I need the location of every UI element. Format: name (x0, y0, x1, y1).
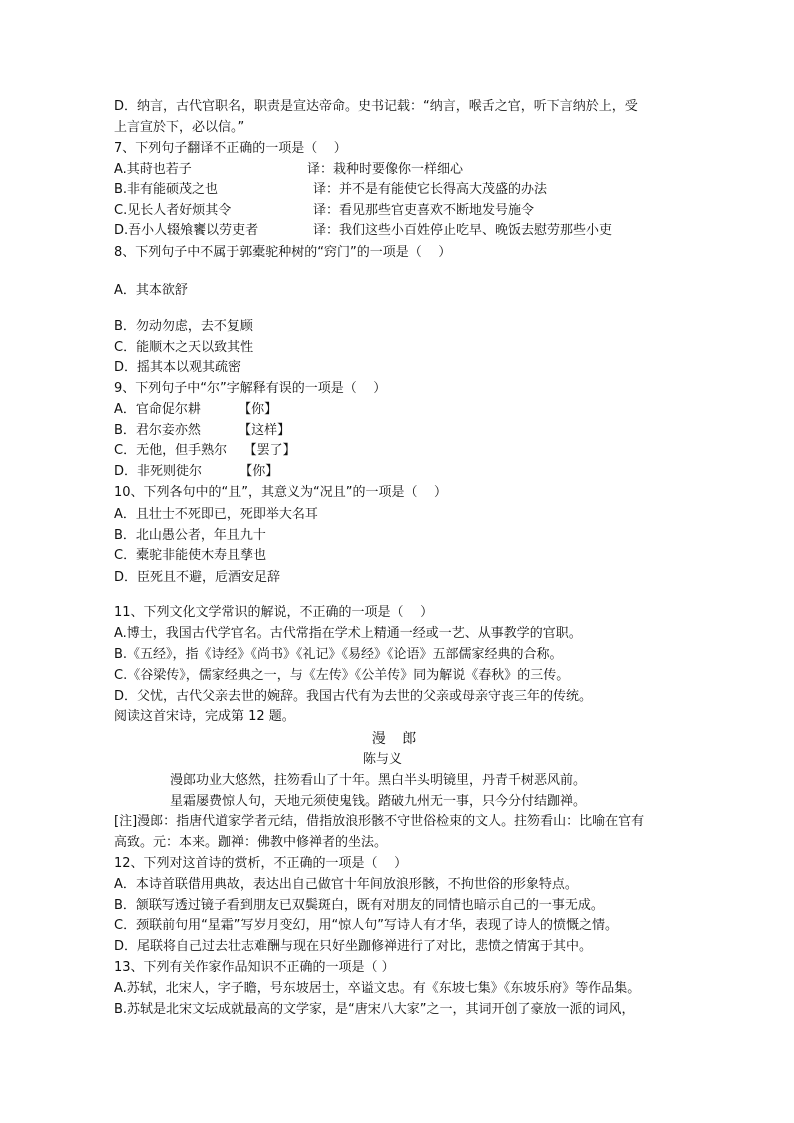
q12-option-d: D．尾联将自己过去壮志难酬与现在只好坐跏修禅进行了对比，悲愤之情寓于其中。 (114, 939, 593, 954)
q10-option-b: B．北山愚公者，年且九十 (114, 528, 266, 543)
q6-option-d-line2: 上言宣於下，必以信。” (114, 120, 245, 135)
q7-option-a-translation: 译：栽种时要像你一样细心 (307, 162, 464, 177)
q10-option-c: C．橐驼非能使木寿且孳也 (114, 548, 267, 563)
question-13: 13、下列有关作家作品知识不正确的一项是（ ） (114, 960, 395, 975)
question-12: 12、下列对这首诗的赏析，不正确的一项是（ ） (114, 856, 408, 871)
q9-option-c: C．无他，但手熟尔 【罢了】 (114, 443, 296, 458)
q10-option-a: A．且壮士不死即已，死即举大名耳 (114, 507, 318, 522)
question-9: 9、下列句子中“尔”字解释有误的一项是（ ） (114, 381, 387, 396)
poem-note-line2: 高致。元：本来。跏禅：佛教中修禅者的坐法。 (114, 835, 388, 850)
q13-option-b: B.苏轼是北宋文坛成就最高的文学家，是“唐宋八大家”之一，其词开创了豪放一派的词风， (114, 1002, 635, 1017)
q10-option-d: D．臣死且不避，卮酒安足辞 (114, 570, 281, 585)
q7-option-d-translation: 译：我们这些小百姓停止吃早、晚饭去慰劳那些小吏 (313, 223, 613, 238)
q8-option-b: B．勿动勿虑，去不复顾 (114, 319, 253, 334)
question-10: 10、下列各句中的“且”，其意义为“况且”的一项是（ ） (114, 485, 448, 500)
q12-option-c: C．颈联前句用“星霜”写岁月变幻，用“惊人句”写诗人有才华，表现了诗人的愤慨之情。 (114, 918, 619, 933)
q8-option-c: C．能顺木之天以致其性 (114, 340, 254, 355)
q11-option-c: C.《谷梁传》，儒家经典之一，与《左传》《公羊传》同为解说《春秋》的三传。 (114, 668, 570, 683)
q12-option-b: B．颔联写透过镜子看到朋友已双鬓斑白，既有对朋友的同情也暗示自己的一事无成。 (114, 898, 604, 913)
q9-option-a: A．官命促尔耕 【你】 (114, 402, 278, 417)
q13-option-a: A.苏轼，北宋人，字子瞻，号东坡居士，卒谥文忠。有《东坡七集》《东坡乐府》等作品集。 (114, 981, 641, 996)
q7-option-b-translation: 译：并不是有能使它长得高大茂盛的办法 (313, 182, 548, 197)
q9-option-d: D．非死则徙尔 【你】 (114, 464, 279, 479)
q7-option-c-translation: 译：看见那些官吏喜欢不断地发号施令 (313, 203, 535, 218)
poem-line-2: 星霜屡费惊人句，天地元须使鬼钱。踏破九州无一事，只今分付结跏禅。 (170, 794, 587, 809)
q9-option-b: B．君尔妾亦然 【这样】 (114, 423, 291, 438)
q6-option-d-line1: D．纳言，古代官职名，职责是宣达帝命。史书记载：“纳言，喉舌之官，听下言纳於上，受 (114, 99, 638, 114)
q11-option-b: B.《五经》，指《诗经》《尚书》《礼记》《易经》《论语》五部儒家经典的合称。 (114, 647, 563, 662)
reading-instruction: 阅读这首宋诗，完成第 12 题。 (114, 709, 295, 724)
q7-option-d: D.吾小人辍飧饔以劳吏者 (114, 223, 259, 238)
q11-option-d: D．父忧，古代父亲去世的婉辞。我国古代有为去世的父亲或母亲守丧三年的传统。 (114, 689, 593, 704)
q7-option-a: A.其莳也若子 (114, 162, 192, 177)
q12-option-a: A．本诗首联借用典故，表达出自己做官十年间放浪形骸，不拘世俗的形象特点。 (114, 877, 578, 892)
poem-note-line1: [注]漫郎：指唐代道家学者元结，借指放浪形骸不守世俗检束的文人。拄笏看山：比喻在官有 (114, 814, 645, 829)
poem-line-1: 漫郎功业大悠然，拄笏看山了十年。黑白半头明镜里，丹青千树恶风前。 (170, 773, 587, 788)
poem-title: 漫 郎 (371, 731, 423, 747)
question-11: 11、下列文化文学常识的解说，不正确的一项是（ ） (114, 605, 434, 620)
q7-option-c: C.见长人者好烦其令 (114, 203, 232, 218)
q7-option-b: B.非有能硕茂之也 (114, 182, 219, 197)
poem-author: 陈与义 (363, 752, 403, 767)
question-8: 8、下列句子中不属于郭橐驼种树的“窍门”的一项是（ ） (114, 245, 452, 260)
q8-option-d: D．摇其本以观其疏密 (114, 360, 242, 375)
q8-option-a: A．其本欲舒 (114, 283, 188, 298)
q11-option-a: A.博士，我国古代学官名。古代常指在学术上精通一经或一艺、从事教学的官职。 (114, 626, 582, 641)
question-7: 7、下列句子翻译不正确的一项是（ ） (114, 141, 347, 156)
